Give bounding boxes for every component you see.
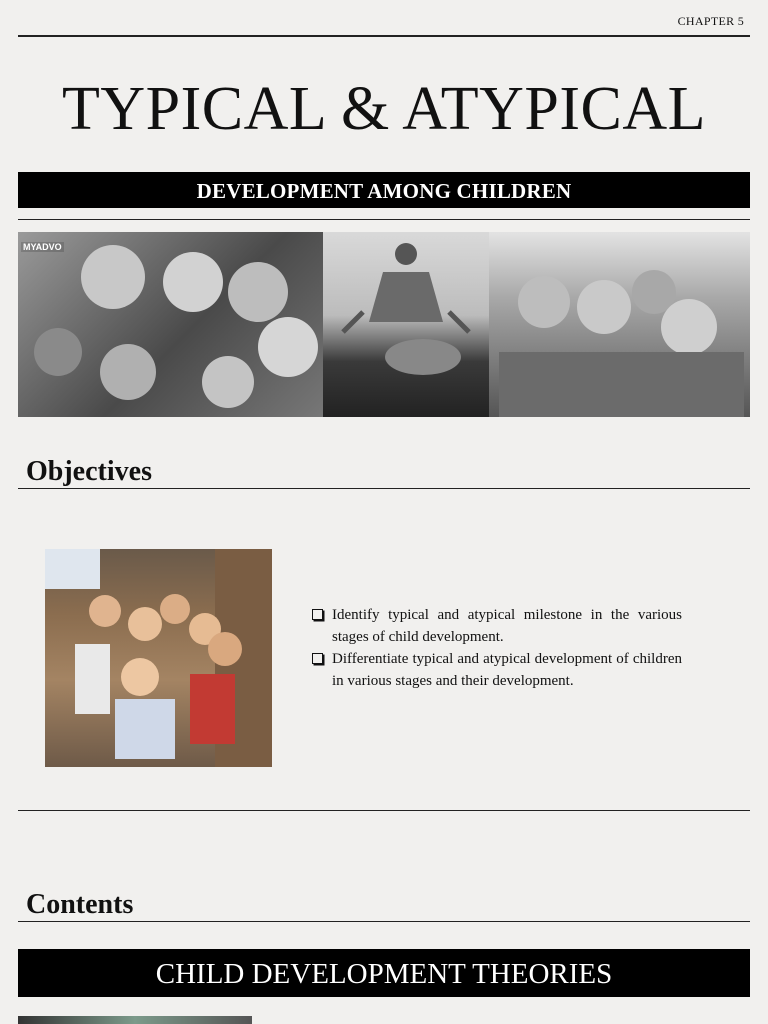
objectives-heading: Objectives bbox=[26, 456, 152, 487]
children-group-photo bbox=[18, 232, 323, 417]
leapfrog-illustration bbox=[323, 232, 489, 417]
objective-item bbox=[310, 604, 682, 648]
section-divider bbox=[18, 810, 750, 811]
brand-logo: MYADVO bbox=[23, 242, 62, 252]
children-color-photo bbox=[45, 549, 272, 767]
objectives-list bbox=[310, 604, 682, 692]
contents-heading: Contents bbox=[26, 889, 134, 920]
checkbox-bullet-icon bbox=[312, 653, 323, 664]
smiling-kids-photo bbox=[489, 232, 750, 417]
subtitle-banner: DEVELOPMENT AMONG CHILDREN bbox=[18, 172, 750, 208]
smiling-kids-illustration bbox=[489, 232, 750, 417]
objective-text: Identify typical and atypical milestone in the various stages of child development. bbox=[332, 607, 682, 645]
children-color-illustration bbox=[45, 549, 272, 767]
top-divider bbox=[18, 35, 750, 37]
objective-item bbox=[310, 648, 682, 692]
objective-text: Differentiate typical and atypical development of children in various stages and their development. bbox=[332, 651, 682, 689]
chapter-label: CHAPTER 5 bbox=[677, 14, 744, 28]
children-faces-illustration bbox=[18, 232, 323, 417]
objectives-divider bbox=[18, 488, 750, 489]
contents-divider bbox=[18, 921, 750, 922]
theories-banner: CHILD DEVELOPMENT THEORIES bbox=[18, 949, 750, 997]
page-title: TYPICAL & ATYPICAL bbox=[62, 75, 706, 143]
contents-photo bbox=[18, 1016, 252, 1024]
subtitle-divider bbox=[18, 219, 750, 220]
leapfrog-photo bbox=[323, 232, 489, 417]
checkbox-bullet-icon bbox=[312, 609, 323, 620]
